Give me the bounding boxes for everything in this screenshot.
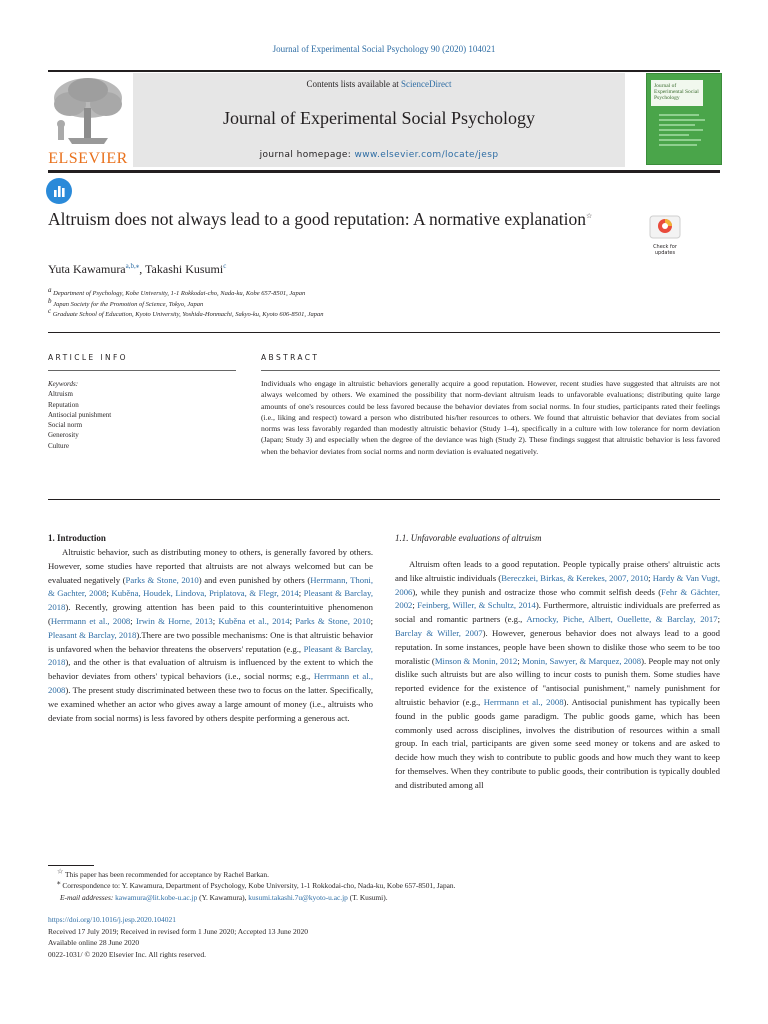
journal-title: Journal of Experimental Social Psychology — [223, 108, 535, 128]
paragraph-text: ), and the other is that evaluation of altruism is influenced by the extent to which the behavior deviates from others' typical behaviors (i.e., social norms; e.g., — [48, 657, 373, 682]
article-info-heading: ARTICLE INFO — [48, 353, 128, 362]
homepage-line — [133, 150, 625, 160]
article-title-text: Altruism does not always lead to a good reputation: A normative explanation — [48, 209, 587, 229]
citation-link[interactable]: Herrmann et al., 2008 — [48, 671, 373, 695]
affiliation-text: Graduate School of Education, Kyoto University, Yoshida-Honmachi, Sakyo-ku, Kyoto 606-8501, Japan — [52, 311, 324, 318]
footnote-correspondence — [48, 880, 720, 891]
homepage-prefix: journal homepage: — [259, 150, 355, 160]
affiliation-mark: a — [48, 285, 52, 294]
keywords-label: Keywords: — [48, 380, 79, 388]
paragraph-text: ).There are two possible mechanisms: One is that altruistic behavior is unfavored when the behavior threatens the observers' reputation (e.g., — [48, 629, 373, 654]
citation-link[interactable]: Herrmann et al., 2008 — [483, 696, 564, 707]
check-for-updates-icon[interactable] — [649, 215, 681, 256]
email-owner: (T. Kusumi). — [347, 892, 388, 902]
citation-link[interactable]: Hardy & Van Vugt, 2006 — [395, 572, 721, 597]
footnote-acceptance — [48, 869, 720, 880]
email-label: E-mail addresses: — [60, 892, 114, 902]
copyright: 0022-1031/ © 2020 Elsevier Inc. All rights reserved. — [48, 949, 206, 959]
affiliation-mark: c — [48, 306, 52, 315]
divider — [48, 370, 236, 371]
email-owner: (Y. Kawamura), — [197, 892, 249, 902]
paragraph-text: ; — [517, 655, 522, 666]
citation-link[interactable]: Irwin & Horne, 2013 — [135, 615, 213, 626]
author-list — [48, 262, 226, 277]
citation-link[interactable]: Parks & Stone, 2010 — [295, 615, 371, 626]
affiliation-text: Japan Society for the Promotion of Science, Tokyo, Japan — [53, 300, 204, 308]
author-name: Takashi Kusumi — [145, 262, 224, 276]
paragraph-text: ; — [370, 615, 373, 626]
keyword-item: Reputation — [48, 400, 79, 409]
paragraph-text: Altruism often leads to a good reputation. People typically praise others' altruistic acts and like altruistic individuals ( — [395, 559, 720, 583]
keyword-item: Generosity — [48, 431, 79, 440]
paragraph-text: ; — [717, 614, 720, 625]
email-link-kusumi[interactable]: kusumi.takashi.7u@kyoto-u.ac.jp — [248, 892, 348, 902]
subsection-paragraph — [395, 558, 720, 793]
author-name: Yuta Kawamura — [48, 262, 126, 276]
cover-title: Journal of Experimental Social Psychology — [654, 83, 699, 101]
citation-link[interactable]: Pleasant & Barclay, 2018 — [48, 643, 373, 668]
author-affiliation-marks[interactable]: a,b,⁎ — [125, 262, 140, 270]
affiliation-mark: b — [48, 296, 52, 305]
footnote-text: Correspondence to: Y. Kawamura, Department of Psychology, Kobe University, 1-1 Rokkodai-cho, Nada-ku, Kobe 657-8501, Japan. — [62, 881, 456, 891]
citation-link[interactable]: Bereczkei, Birkas, & Kerekes, 2007, 2010 — [501, 572, 649, 583]
section-heading-introduction: 1. Introduction — [48, 533, 106, 543]
citation-link[interactable]: Monin, Sawyer, & Marquez, 2008 — [521, 655, 642, 666]
affiliation-text: Department of Psychology, Kobe University, 1-1 Rokkodai-cho, Nada-ku, Kobe 657-8501, Japan — [53, 290, 306, 297]
citation-link[interactable]: Kuběna et al., 2014 — [218, 615, 290, 626]
footnote-mark: ⁎ — [57, 878, 61, 887]
paragraph-text: ; — [212, 615, 219, 626]
paragraph-text: ) and even punished by others ( — [198, 574, 311, 585]
journal-cover-thumbnail[interactable] — [646, 73, 722, 165]
paragraph-text: ). Furthermore, altruistic individuals are preferred as social and romantic partners (e.g., — [395, 600, 720, 625]
citation-link[interactable]: Minson & Monin, 2012 — [434, 655, 518, 666]
citation-link[interactable]: Kuběna, Houdek, Lindova, Priplatova, & Flegr, 2014 — [111, 588, 299, 599]
paragraph-text: ; — [130, 615, 136, 626]
author-affiliation-marks[interactable]: c — [223, 262, 227, 270]
paragraph-text: ; — [412, 600, 418, 611]
open-access-chart-icon[interactable] — [46, 178, 72, 204]
citation-link[interactable]: Herrmann, Thoni, & Gachter, 2008 — [48, 574, 374, 599]
paragraph-text: ). People may not only dislike such altruists but are also willing to incur costs to punish them. Some studies have reported evidence for the existence of "antisocial punishment," namely punishment for altruistic behavior (e.g., — [395, 655, 720, 707]
citation-link[interactable]: Parks & Stone, 2010 — [125, 574, 199, 585]
affiliation-item — [48, 306, 648, 321]
footnote-mark: ☆ — [57, 867, 64, 876]
citation-link[interactable]: Pleasant & Barclay, 2018 — [48, 629, 137, 640]
citation-link[interactable]: Feinberg, Willer, & Schultz, 2014 — [417, 600, 536, 611]
title-footnote-mark[interactable]: ☆ — [586, 212, 593, 221]
introduction-paragraph — [48, 546, 373, 725]
paragraph-text: Altruistic behavior, such as distributing money to others, is generally favored by others. However, some studies have reported that altruists are not always welcomed but can be evaluated negatively ( — [48, 547, 373, 585]
paragraph-text: ). However, generous behavior does not always lead to a good reputation. In some instances, people have been shown to dislike those who seem to be too moralistic ( — [395, 627, 720, 666]
paragraph-text: ), while they punish and ostracize those who commit selfish deeds ( — [412, 586, 662, 597]
contents-prefix: Contents lists available at — [306, 79, 401, 89]
check-for-updates-label: Check for updates — [653, 244, 677, 256]
article-title — [48, 208, 608, 230]
citation-link[interactable]: Arnocky, Piche, Albert, Ouellette, & Barclay, 2017 — [526, 614, 718, 625]
affiliations — [48, 285, 648, 321]
abstract-text: Individuals who engage in altruistic behaviors generally acquire a good reputation. However, recent studies have suggested that altruists are not always welcomed by others. We examined the possibility that norm-deviant altruism leads to unfavorable evaluations; distributing quite large amounts of one's resources could be less favored because the behavior deviates from social norms. In four studies, participants rated their feelings (i.e., liking and respect) toward a person who distributed his/her resources to others. We found that altruistic behavior that deviates from social norms was less favorably regarded than modestly altruistic behavior (Study 1–4), specifically in a culture with low tolerance for norm deviation (Japan; Study 3) and especially when the degree of the deviance was high (Study 2). These findings suggest that altruistic behavior is less favored when the behavior deviates from social norms and norm deviation is evaluated negatively. — [261, 379, 720, 456]
paragraph-text: ). Recently, growing attention has been paid to this counterintuitive phenomenon ( — [48, 602, 373, 626]
citation-link[interactable]: Herrmann et al., 2008 — [50, 615, 131, 626]
footnote-text: This paper has been recommended for acceptance by Rachel Barkan. — [65, 870, 269, 879]
paragraph-text: ). The present study discriminated between these two to focus on the latter. Specifically, we examined whether an actor who gives away a large amount of money (i.e., altruists who deviate from social norms) is less favored by others despite performing a generous act. — [48, 684, 373, 723]
sciencedirect-link[interactable]: ScienceDirect — [401, 79, 452, 89]
divider — [48, 499, 720, 500]
abstract-heading: ABSTRACT — [261, 353, 320, 362]
keyword-item: Culture — [48, 441, 69, 450]
subsection-heading: 1.1. Unfavorable evaluations of altruism — [395, 533, 542, 543]
footnotes — [48, 869, 720, 903]
footnote-emails — [48, 892, 720, 903]
citation-link[interactable]: Fehr & Gächter, 2002 — [395, 586, 721, 611]
paragraph-text: ; — [648, 572, 653, 583]
paragraph-text: ; — [298, 588, 304, 599]
divider — [48, 332, 720, 333]
author-separator: , — [139, 262, 146, 276]
homepage-link[interactable]: www.elsevier.com/locate/jesp — [354, 150, 499, 160]
keyword-item: Antisocial punishment — [48, 410, 112, 419]
header-top-rule — [48, 70, 720, 72]
paragraph-text: ; — [289, 615, 296, 626]
doi-link[interactable]: https://doi.org/10.1016/j.jesp.2020.104021 — [48, 915, 176, 924]
citation-link[interactable]: Barclay & Willer, 2007 — [395, 627, 483, 638]
affiliation-item — [48, 296, 648, 311]
paragraph-text: ). Antisocial punishment has typically been found in the public goods game paradigm. The public goods game, which has been commonly used across disciplines, involves the distribution of resources within a small group. In each trial, participants are given some seed money or tokens and are asked to decide how much they wish to contribute to public goods and how much they want to keep for themselves. When they contribute to public goods, their contribution is typically doubled and distributed among all — [395, 696, 720, 790]
header-bottom-rule — [48, 170, 720, 173]
received-dates: Received 17 July 2019; Received in revised form 1 June 2020; Accepted 13 June 2020 — [48, 926, 308, 936]
publication-info — [48, 914, 308, 960]
citation-link[interactable]: Pleasant & Barclay, 2018 — [48, 588, 373, 613]
divider — [261, 370, 720, 371]
keywords-block — [48, 379, 111, 451]
elsevier-wordmark: ELSEVIER — [48, 150, 128, 167]
affiliation-item — [48, 285, 648, 300]
journal-reference-link[interactable]: Journal of Experimental Social Psychology 90 (2020) 104021 — [272, 44, 496, 54]
footnote-rule — [48, 865, 94, 866]
paragraph-text: ; — [106, 588, 112, 599]
available-online: Available online 28 June 2020 — [48, 938, 140, 948]
keyword-item: Altruism — [48, 390, 73, 399]
keyword-item: Social norm — [48, 421, 83, 430]
contents-line — [133, 79, 625, 89]
cover-decoration — [659, 114, 709, 149]
email-link-kawamura[interactable]: kawamura@lit.kobe-u.ac.jp — [115, 892, 198, 902]
